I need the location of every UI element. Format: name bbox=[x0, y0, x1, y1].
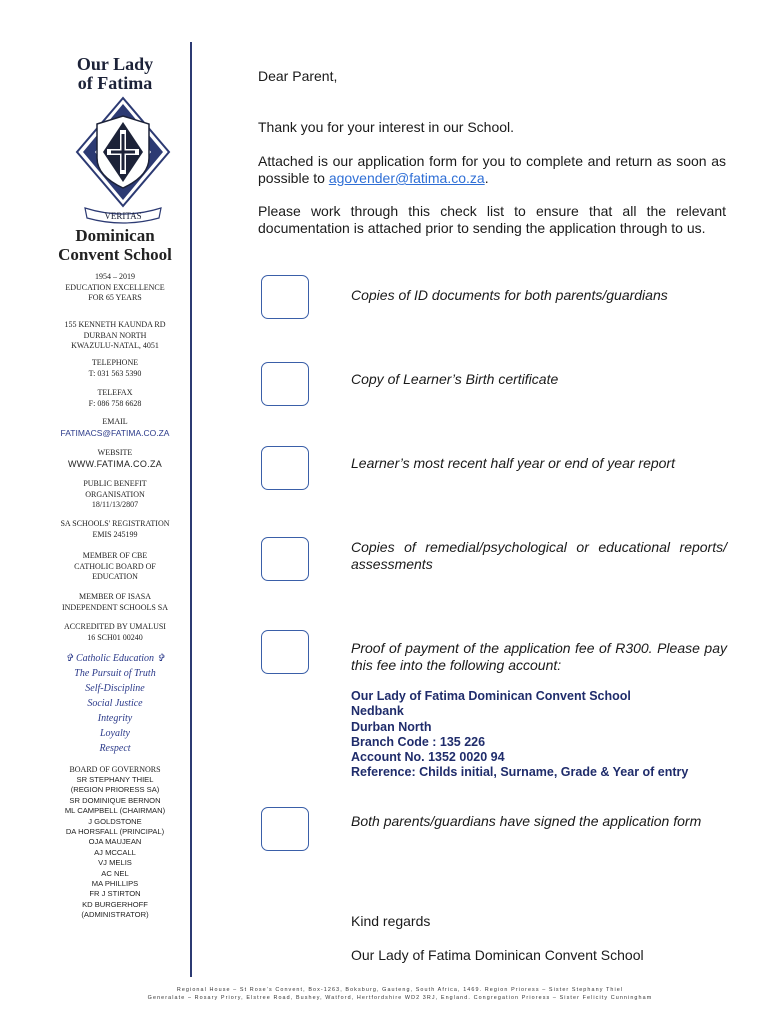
bank-branch: Durban North bbox=[351, 719, 432, 734]
checklist-item-signatures: Both parents/guardians have signed the application form bbox=[351, 813, 702, 829]
board-member: OJA MAUJEAN bbox=[88, 837, 142, 847]
board-member: DA HORSFALL (PRINCIPAL) bbox=[65, 827, 165, 837]
address-line: 155 KENNETH KAUNDA RD bbox=[64, 320, 166, 329]
checklist-checkbox-payment[interactable] bbox=[261, 630, 309, 674]
email-label: EMAIL bbox=[102, 417, 128, 426]
checklist-item-id-documents: Copies of ID documents for both parents/guardians bbox=[351, 287, 668, 303]
bank-branch-code: Branch Code : 135 226 bbox=[351, 734, 486, 749]
telephone-number: T: 031 563 5390 bbox=[88, 368, 142, 378]
value-item: Loyalty bbox=[100, 728, 130, 739]
board-members bbox=[40, 775, 190, 921]
umalusi-block bbox=[40, 622, 190, 643]
telefax-label: TELEFAX bbox=[97, 388, 133, 397]
registration-block bbox=[40, 519, 190, 540]
board-member: (ADMINISTRATOR) bbox=[81, 910, 149, 920]
crest-banner-text: VERITAS bbox=[104, 211, 142, 221]
checklist-item-birth-certificate: Copy of Learner’s Birth certificate bbox=[351, 371, 559, 387]
board-member: MA PHILLIPS bbox=[91, 879, 139, 889]
vertical-divider bbox=[190, 42, 192, 977]
anniversary-block bbox=[40, 272, 190, 304]
bank-account-name: Our Lady of Fatima Dominican Convent School bbox=[351, 689, 631, 703]
address-line: KWAZULU-NATAL, 4051 bbox=[71, 341, 159, 350]
pbo-number: 18/11/13/2807 bbox=[91, 500, 139, 509]
school-name-line4: Convent School bbox=[58, 245, 172, 264]
board-member: J GOLDSTONE bbox=[88, 816, 142, 826]
pbo-line: ORGANISATION bbox=[85, 489, 145, 499]
school-email-link[interactable]: FATIMACS@FATIMA.CO.ZA bbox=[60, 427, 170, 438]
board-member: AJ MCCALL bbox=[94, 847, 136, 857]
email-block bbox=[40, 417, 190, 438]
value-item: Self-Discipline bbox=[85, 683, 145, 694]
board-member: SR STEPHANY THIEL bbox=[76, 775, 154, 784]
checklist-item-report: Learner’s most recent half year or end of year report bbox=[351, 455, 675, 471]
letter-attached-paragraph bbox=[258, 153, 726, 187]
cbe-line: EDUCATION bbox=[92, 572, 138, 581]
anniversary-line: EDUCATION EXCELLENCE bbox=[65, 282, 165, 292]
address-block bbox=[40, 320, 190, 352]
footer-line2: Generalate – Rosary Priory, Elstree Road, Bushey, Watford, Hertfordshire WD2 3RJ, England. Congregation Prioress – Sister Felicity Cunningham bbox=[147, 995, 653, 1001]
board-title: BOARD OF GOVERNORS bbox=[69, 765, 161, 774]
umalusi-line: ACCREDITED BY UMALUSI bbox=[64, 622, 166, 631]
isasa-line: MEMBER OF ISASA bbox=[78, 592, 151, 601]
board-member: VJ MELIS bbox=[98, 858, 132, 868]
checklist-checkbox-id-documents[interactable] bbox=[261, 275, 309, 319]
letter-thanks: Thank you for your interest in our School. bbox=[258, 119, 515, 135]
checklist-item-payment: Proof of payment of the application fee of R300. Please pay this fee into the following account: bbox=[351, 640, 727, 673]
school-name-bottom bbox=[40, 226, 190, 264]
bank-details bbox=[351, 689, 751, 781]
board-member: ML CAMPBELL (CHAIRMAN) bbox=[64, 806, 166, 816]
isasa-line: INDEPENDENT SCHOOLS SA bbox=[61, 602, 169, 612]
letter-signature: Our Lady of Fatima Dominican Convent School bbox=[351, 947, 644, 963]
pbo-line: PUBLIC BENEFIT bbox=[83, 479, 147, 488]
board-member: FR J STIRTON bbox=[89, 889, 141, 899]
checklist-checkbox-signatures[interactable] bbox=[261, 807, 309, 851]
telephone-block bbox=[40, 358, 190, 379]
footer-line1: Regional House – St Rose’s Convent, Box-1263, Boksburg, Gauteng, South Africa, 1469. Region Prioress – Sister Stephany Thiel bbox=[176, 987, 624, 993]
emis-number: EMIS 245199 bbox=[92, 529, 138, 539]
school-website-link[interactable]: WWW.FATIMA.CO.ZA bbox=[67, 458, 163, 469]
bank-account-number: Account No. 1352 0020 94 bbox=[351, 750, 505, 765]
letter-greeting: Dear Parent, bbox=[258, 68, 338, 84]
board-member: (REGION PRIORESS SA) bbox=[70, 785, 160, 795]
pbo-block bbox=[40, 479, 190, 511]
anniversary-line: FOR 65 YEARS bbox=[88, 293, 142, 302]
school-name-line1: Our Lady bbox=[76, 54, 154, 74]
letter-closing: Kind regards bbox=[351, 913, 431, 929]
isasa-block bbox=[40, 592, 190, 613]
attached-text-end: . bbox=[484, 170, 489, 186]
footer bbox=[60, 986, 740, 1002]
bank-reference: Reference: Childs initial, Surname, Grade & Year of entry bbox=[351, 765, 689, 780]
cbe-block bbox=[40, 551, 190, 583]
registration-line: SA SCHOOLS' REGISTRATION bbox=[60, 519, 170, 528]
school-name-line3: Dominican bbox=[75, 226, 155, 245]
telefax-number: F: 086 758 6628 bbox=[88, 398, 142, 408]
address-line: DURBAN NORTH bbox=[83, 330, 147, 340]
board-member: SR DOMINIQUE BERNON bbox=[69, 795, 161, 805]
value-item: Social Justice bbox=[87, 698, 143, 709]
bank-name: Nedbank bbox=[351, 704, 404, 719]
website-label: WEBSITE bbox=[97, 448, 133, 457]
checklist-checkbox-assessments[interactable] bbox=[261, 537, 309, 581]
school-crest-logo bbox=[75, 96, 171, 228]
board-member: KD BURGERHOFF bbox=[82, 899, 148, 909]
checklist-item-assessments: Copies of remedial/psychological or educational reports/ assessments bbox=[351, 539, 727, 572]
umalusi-number: 16 SCH01 00240 bbox=[87, 632, 143, 642]
website-block bbox=[40, 448, 190, 469]
attached-text: Attached is our application form for you to complete and return as soon as possible to bbox=[258, 153, 726, 186]
value-item: Respect bbox=[99, 743, 131, 754]
checklist-checkbox-birth-certificate[interactable] bbox=[261, 362, 309, 406]
cbe-line: CATHOLIC BOARD OF bbox=[74, 561, 156, 571]
cbe-line: MEMBER OF CBE bbox=[82, 551, 148, 560]
value-item: Integrity bbox=[97, 713, 133, 724]
board-member: AC NEL bbox=[101, 868, 129, 878]
anniversary-years: 1954 – 2019 bbox=[95, 272, 135, 281]
telefax-block bbox=[40, 388, 190, 409]
letter-checklist-intro: Please work through this check list to ensure that all the relevant documentation is attached prior to sending the application through to us. bbox=[258, 203, 726, 236]
value-item: The Pursuit of Truth bbox=[74, 668, 156, 679]
application-email-link[interactable]: agovender@fatima.co.za bbox=[328, 170, 485, 186]
telephone-label: TELEPHONE bbox=[91, 358, 139, 367]
school-name-line2: of Fatima bbox=[77, 73, 153, 93]
checklist-checkbox-report[interactable] bbox=[261, 446, 309, 490]
value-item: ✞ Catholic Education ✞ bbox=[65, 653, 165, 664]
